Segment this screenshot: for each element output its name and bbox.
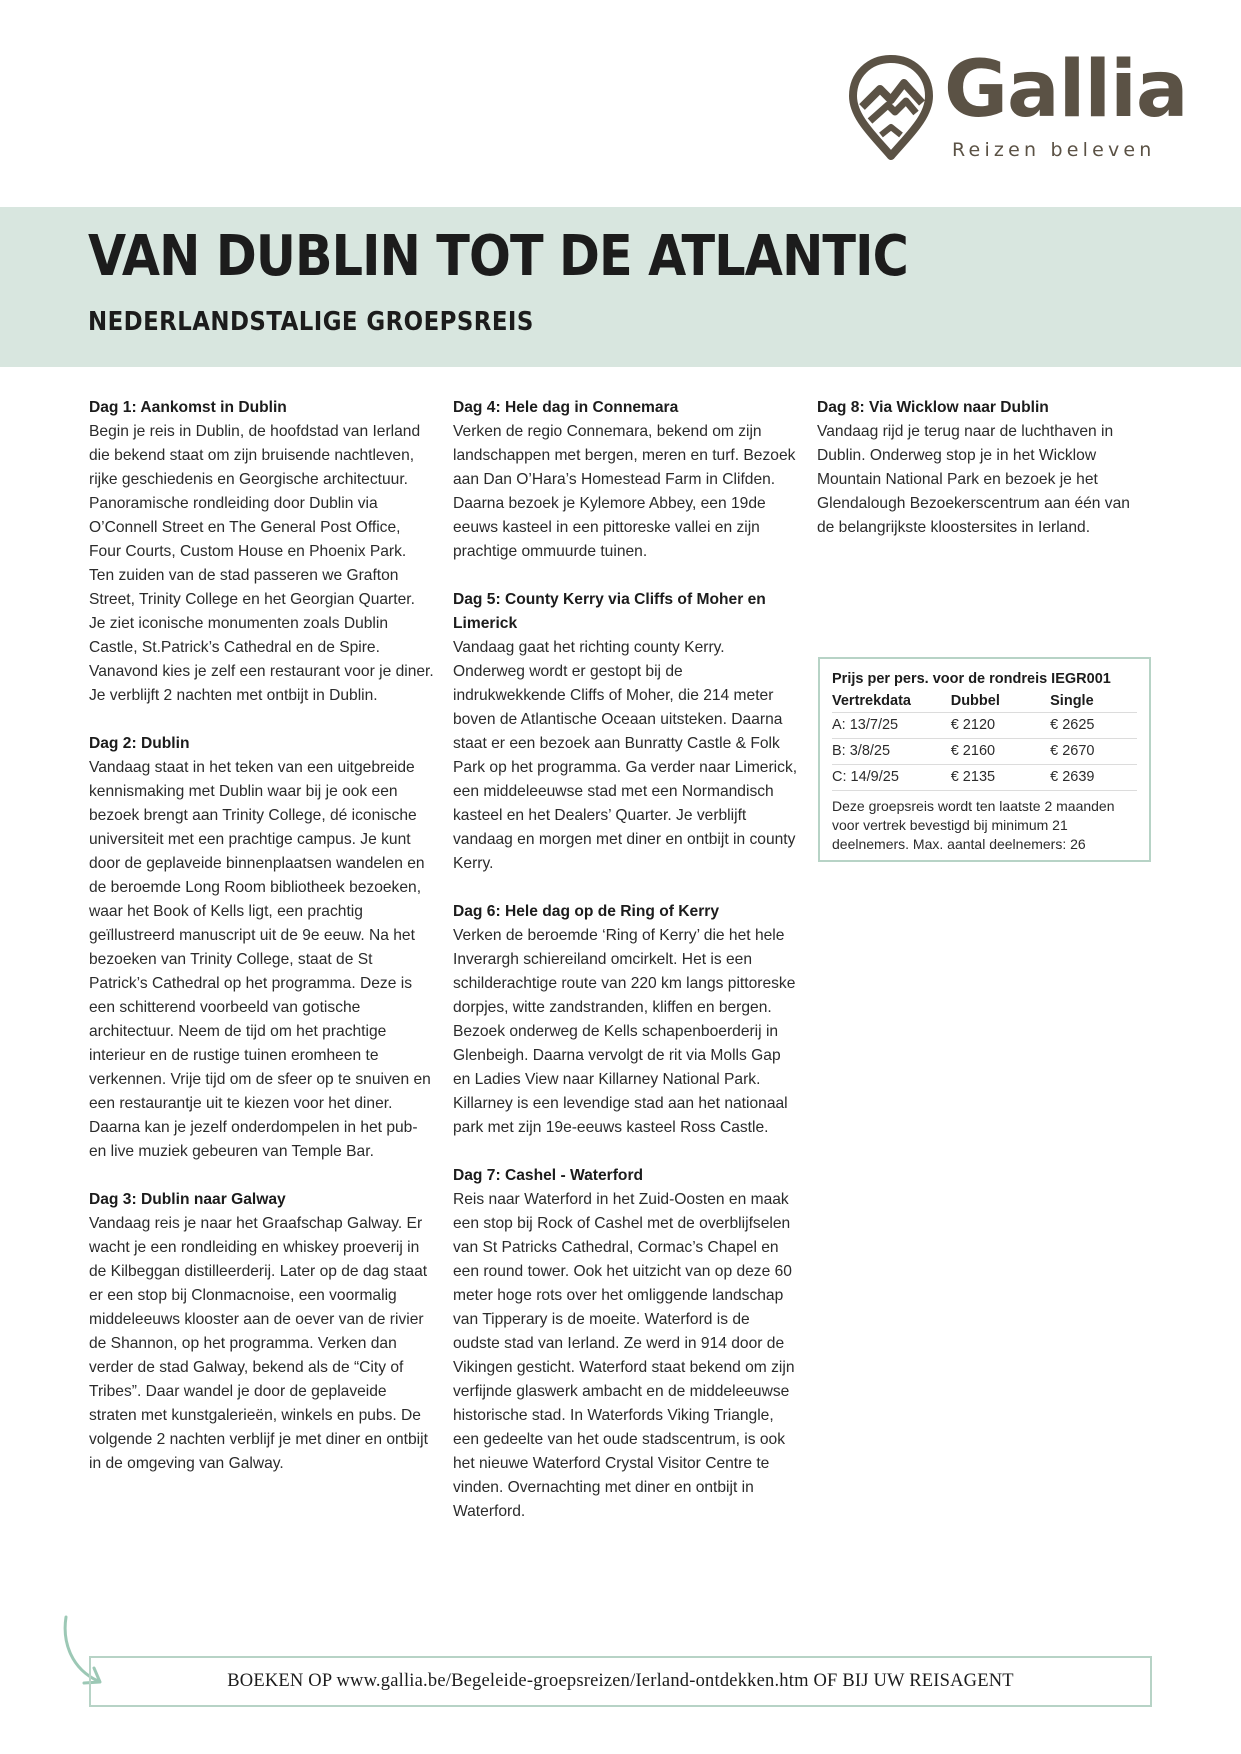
day-title: Dag 3: Dublin naar Galway bbox=[89, 1191, 286, 1208]
price-double: € 2120 bbox=[950, 717, 996, 733]
day-text: Begin je reis in Dublin, de hoofdstad van Ierland die bekend staat om zijn bruisende nachtleven, rijke geschiedenis en Georgische architectuur. Panoramische rondleiding door Dublin via O’Connell Street en The General Post Office, Four Courts, Custom House en Phoenix Park. Ten zuiden van de stad passeren we Grafton Street, Trinity College en het Georgian Quarter. Je ziet iconische monumenten zoals Dublin Castle, St.Patrick’s Cathedral en de Spire. Vanavond kies je zelf een restaurant voor je diner. Je verblijft 2 nachten met ontbijt in Dublin. bbox=[89, 423, 434, 704]
day-2 bbox=[89, 732, 434, 1164]
day-6 bbox=[453, 900, 798, 1140]
day-text: Vandaag rijd je terug naar de luchthaven in Dublin. Onderweg stop je in het Wicklow Mountain National Park en bezoek je het Glendalough Bezoekerscentrum aan één van de belangrijkste kloostersites in Ierland. bbox=[817, 423, 1130, 536]
price-single: € 2625 bbox=[1050, 717, 1095, 733]
itinerary-column-2 bbox=[453, 396, 798, 1548]
table-row bbox=[832, 739, 1137, 765]
day-4 bbox=[453, 396, 798, 564]
page-title: VAN DUBLIN TOT DE ATLANTIC bbox=[88, 224, 908, 289]
day-3 bbox=[89, 1188, 434, 1476]
header-single: Single bbox=[1050, 693, 1094, 709]
departure-date: B: 3/8/25 bbox=[832, 743, 891, 759]
header-departure: Vertrekdata bbox=[832, 693, 911, 709]
day-title: Dag 6: Hele dag op de Ring of Kerry bbox=[453, 903, 719, 920]
price-single: € 2639 bbox=[1050, 769, 1095, 785]
brand-name: Gallia bbox=[944, 45, 1188, 135]
day-text: Vandaag reis je naar het Graafschap Galway. Er wacht je een rondleiding en whiskey proeverij in de Kilbeggan distilleerderij. Later op de dag staat er een stop bij Clonmacnoise, een voormalig middeleeuws klooster aan de oever van de rivier de Shannon, op het programma. Verken dan verder de stad Galway, bekend als de “City of Tribes”. Daar wandel je door de geplaveide straten met kunstgalerieën, winkels en pubs. De volgende 2 nachten verblijf je met diner en ontbijt in de omgeving van Galway. bbox=[89, 1215, 428, 1472]
day-1 bbox=[89, 396, 434, 708]
day-5 bbox=[453, 588, 798, 876]
brand-tagline: Reizen beleven bbox=[952, 139, 1156, 161]
price-note: Deze groepsreis wordt ten laatste 2 maanden voor vertrek bevestigd bij minimum 21 deelnemers. Max. aantal deelnemers: 26 bbox=[832, 798, 1115, 852]
day-text: Vandaag staat in het teken van een uitgebreide kennismaking met Dublin waar bij je ook een bezoek brengt aan Trinity College, dé iconische universiteit met een prachtige campus. Je kunt door de geplaveide binnenplaatsen wandelen en de beroemde Long Room bibliotheek bezoeken, waar het Book of Kells ligt, een prachtig geïllustreerd manuscript uit de 9e eeuw. Na het bezoeken van Trinity College, staat de St Patrick’s Cathedral op het programma. Deze is een schitterend voorbeeld van gotische architectuur. Neem de tijd om het prachtige interieur en de rustige tuinen eromheen te verkennen. Vrije tijd om de sfeer op te snuiven en een restaurantje uit te kiezen voor het diner. Daarna kan je jezelf onderdompelen in het pub- en live muziek gebeuren van Temple Bar. bbox=[89, 759, 431, 1160]
price-double: € 2160 bbox=[950, 743, 996, 759]
day-text: Vandaag gaat het richting county Kerry. Onderweg wordt er gestopt bij de indrukwekkende Cliffs of Moher, die 214 meter boven de Atlantische Oceaan uitsteken. Daarna staat er een bezoek aan Bunratty Castle & Folk Park op het programma. Ga verder naar Limerick, een middeleeuwse stad met een Normandisch kasteel en het Dealers’ Quarter. Je verblijft vandaag en morgen met diner en ontbijt in county Kerry. bbox=[453, 639, 798, 872]
header-double: Dubbel bbox=[950, 693, 1000, 709]
day-text: Reis naar Waterford in het Zuid-Oosten en maak een stop bij Rock of Cashel met de overblijfselen van St Patricks Cathedral, Cormac’s Chapel en een round tower. Ook het uitzicht van op deze 60 meter hoge rots over het omliggende landschap van Tipperary is de moeite. Waterford is de oudste stad van Ierland. Ze werd in 914 door de Vikingen gesticht. Waterford staat bekend om zijn verfijnde glaswerk ambacht en de middeleeuwse historische stad. In Waterfords Viking Triangle, een gedeelte van het oude stadscentrum, is ook het nieuwe Waterford Crystal Visitor Centre te vinden. Overnachting met diner en ontbijt in Waterford. bbox=[453, 1191, 795, 1520]
departure-date: C: 14/9/25 bbox=[832, 769, 899, 785]
price-header-row bbox=[832, 690, 1137, 713]
price-table bbox=[818, 657, 1151, 862]
day-title: Dag 4: Hele dag in Connemara bbox=[453, 399, 679, 416]
price-double: € 2135 bbox=[950, 769, 996, 785]
day-text: Verken de beroemde ‘Ring of Kerry’ die het hele Inverargh schiereiland omcirkelt. Het is een schilderachtige route van 220 km langs pittoreske dorpjes, witte zandstranden, kliffen en bergen. Bezoek onderweg de Kells schapenboerderij in Glenbeigh. Daarna vervolgt de rit via Molls Gap en Ladies View naar Killarney National Park. Killarney is een levendige stad aan het nationaal park met zijn 19e-eeuws kasteel Ross Castle. bbox=[453, 927, 796, 1136]
day-8 bbox=[817, 396, 1147, 540]
day-title: Dag 2: Dublin bbox=[89, 735, 190, 752]
departure-date: A: 13/7/25 bbox=[832, 717, 899, 733]
table-row bbox=[832, 713, 1137, 739]
day-title: Dag 1: Aankomst in Dublin bbox=[89, 399, 287, 416]
itinerary-column-1 bbox=[89, 396, 434, 1500]
day-title: Dag 8: Via Wicklow naar Dublin bbox=[817, 399, 1049, 416]
page-subtitle: NEDERLANDSTALIGE GROEPSREIS bbox=[88, 307, 534, 337]
price-title: Prijs per pers. voor de rondreis IEGR001 bbox=[832, 671, 1111, 687]
title-banner bbox=[0, 207, 1241, 367]
table-row bbox=[832, 765, 1137, 791]
day-title: Dag 7: Cashel - Waterford bbox=[453, 1167, 644, 1184]
gallia-logo[interactable] bbox=[848, 45, 1188, 165]
itinerary-column-3 bbox=[817, 396, 1147, 564]
mountain-pin-icon bbox=[848, 55, 934, 161]
day-text: Verken de regio Connemara, bekend om zijn landschappen met bergen, meren en turf. Bezoek aan Dan O’Hara’s Homestead Farm in Clifden. Daarna bezoek je Kylemore Abbey, een 19de eeuws kasteel in een pittoreske vallei en zijn prachtige ommuurde tuinen. bbox=[453, 423, 796, 560]
price-single: € 2670 bbox=[1050, 743, 1095, 759]
booking-link[interactable]: BOEKEN OP www.gallia.be/Begeleide-groepsreizen/Ierland-ontdekken.htm OF BIJ UW REISAGENT bbox=[89, 1656, 1152, 1707]
day-title: Dag 5: County Kerry via Cliffs of Moher en Limerick bbox=[453, 591, 766, 632]
day-7 bbox=[453, 1164, 798, 1524]
